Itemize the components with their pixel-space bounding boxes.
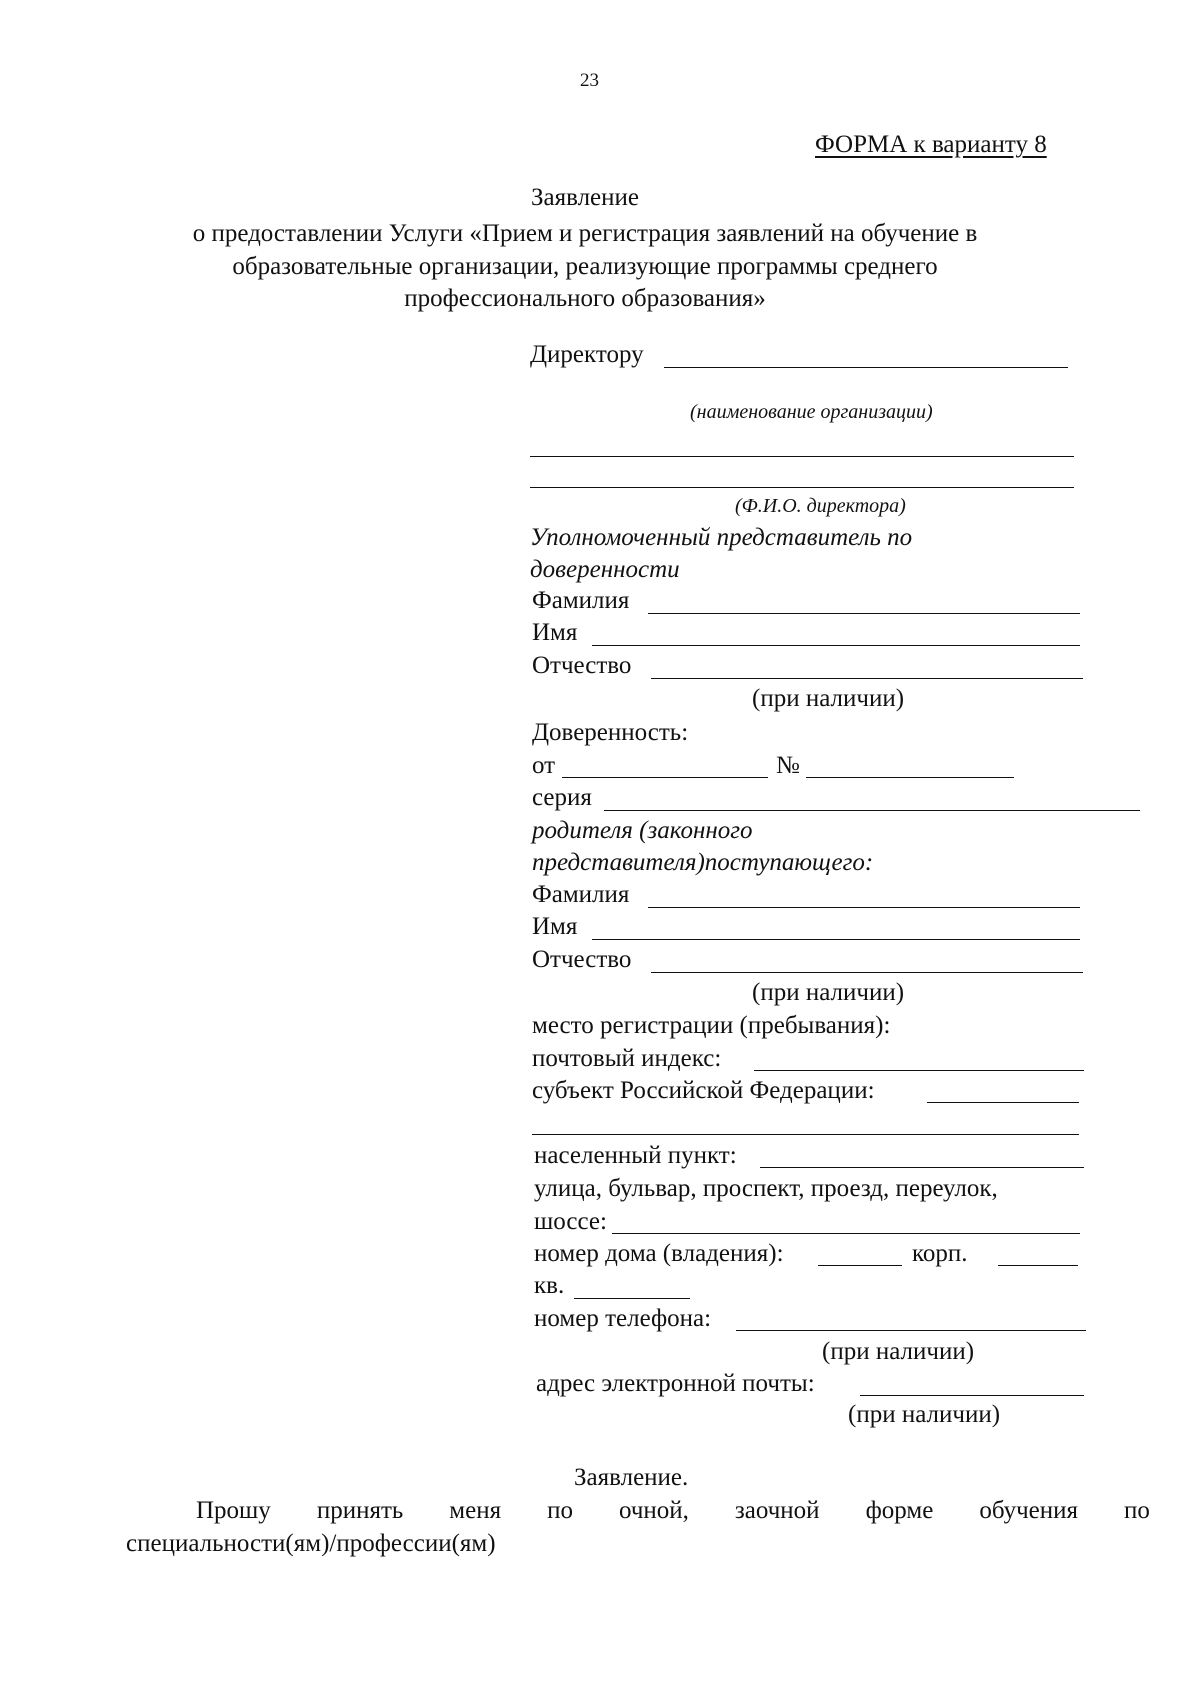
director-org-line [664,367,1068,368]
statement-word: форме [865,1497,934,1524]
locality-field[interactable] [760,1167,1084,1168]
parent-patronymic-field[interactable] [651,972,1083,973]
registration-label: место регистрации (пребывания): [532,1012,891,1039]
rep-surname-label: Фамилия [532,587,630,614]
statement-word: принять [316,1497,404,1524]
apartment-label: кв. [534,1272,565,1299]
parent-heading-1: родителя (законного [532,817,753,844]
rep-name-field[interactable] [592,645,1080,646]
email-field[interactable] [860,1395,1084,1396]
page-number: 23 [580,70,599,91]
title-line-3: образовательные организации, реализующие программы среднего [232,253,938,280]
rep-if-any: (при наличии) [752,685,905,712]
parent-name-field[interactable] [592,939,1080,940]
phone-hint: (при наличии) [822,1338,975,1365]
subject-field-2[interactable] [532,1134,1079,1135]
apartment-field[interactable] [574,1298,690,1299]
house-field[interactable] [818,1265,902,1266]
org-hint: (наименование организации) [690,401,933,423]
subject-label: субъект Российской Федерации: [532,1077,875,1104]
phone-label: номер телефона: [534,1305,712,1332]
building-field[interactable] [998,1265,1078,1266]
title-line-1: Заявление [530,184,640,211]
director-label: Директору [530,341,644,368]
postal-code-field[interactable] [754,1070,1084,1071]
poa-series-field[interactable] [604,810,1140,811]
email-label: адрес электронной почты: [536,1370,815,1397]
director-line-2 [530,456,1074,457]
director-line-3 [530,487,1074,488]
parent-surname-label: Фамилия [532,881,630,908]
subject-field[interactable] [927,1102,1079,1103]
poa-series-label: серия [532,784,592,811]
highway-label: шоссе: [534,1208,607,1235]
building-label: корп. [912,1240,968,1267]
street-types-label: улица, бульвар, проспект, проезд, переулок, [534,1175,998,1202]
statement-word: меня [449,1497,502,1524]
parent-heading-2: представителя)поступающего: [532,849,874,876]
title-line-4: профессионального образования» [404,285,766,312]
statement-heading: Заявление. [574,1464,689,1491]
rep-patronymic-label: Отчество [532,652,632,679]
poa-number-field[interactable] [806,777,1014,778]
postal-code-label: почтовый индекс: [532,1045,722,1072]
parent-name-label: Имя [532,913,578,940]
form-label: ФОРМА к варианту 8 [815,131,1047,158]
statement-word: по [547,1497,573,1524]
statement-word: очной, [618,1497,689,1524]
statement-word: обучения [979,1497,1079,1524]
representative-heading-2: доверенности [530,556,680,583]
representative-heading-1: Уполномоченный представитель по [530,524,913,551]
fio-hint: (Ф.И.О. директора) [735,495,906,517]
house-label: номер дома (владения): [534,1240,784,1267]
statement-word: Прошу [196,1497,271,1524]
statement-line-1 [196,1496,1150,1526]
email-hint: (при наличии) [848,1401,1001,1428]
rep-name-label: Имя [532,619,578,646]
street-field[interactable] [612,1233,1080,1234]
phone-field[interactable] [736,1330,1086,1331]
statement-word: заочной [734,1497,820,1524]
parent-patronymic-label: Отчество [532,946,632,973]
statement-word: по [1124,1497,1150,1524]
locality-label: населенный пункт: [534,1142,737,1169]
poa-from-label: от [532,752,556,779]
poa-date-field[interactable] [562,777,768,778]
power-of-attorney-label: Доверенность: [532,719,689,746]
parent-surname-field[interactable] [648,907,1080,908]
rep-patronymic-field[interactable] [651,678,1083,679]
rep-surname-field[interactable] [648,613,1080,614]
poa-number-label: № [776,752,800,779]
parent-if-any: (при наличии) [752,979,905,1006]
statement-line-2: специальности(ям)/профессии(ям) [126,1530,496,1557]
title-line-2: о предоставлении Услуги «Прием и регистрация заявлений на обучение в [192,220,978,247]
